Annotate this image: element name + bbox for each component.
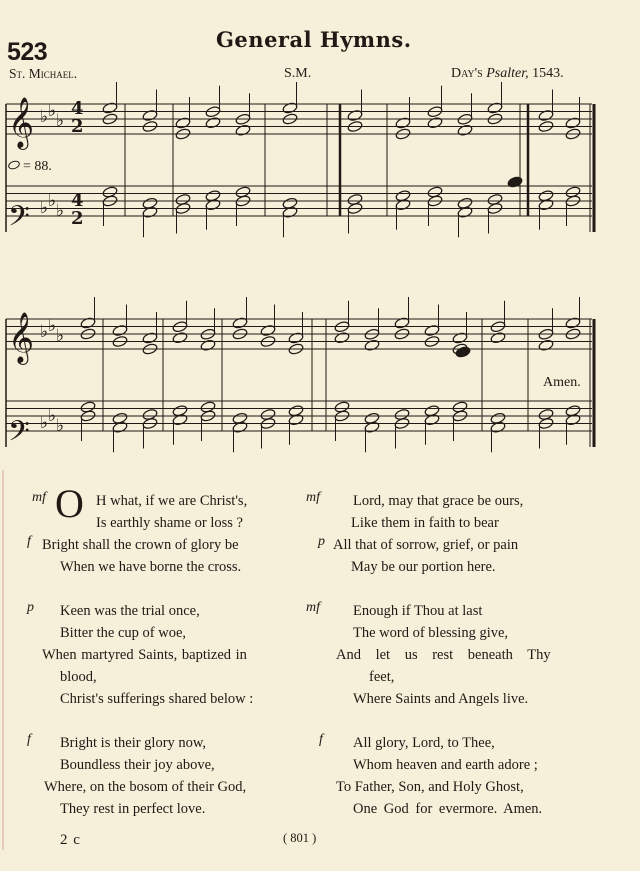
note-head xyxy=(334,331,350,344)
verse-2-right xyxy=(336,600,551,710)
flat-icon: ♭ xyxy=(56,326,65,346)
verse-line: Whom heaven and earth adore ; xyxy=(353,757,538,773)
note-head xyxy=(288,413,304,426)
verse-line: Is earthly shame or loss ? xyxy=(96,515,243,531)
verse-line: When martyred Saints, baptized in xyxy=(42,647,247,663)
half-note-icon xyxy=(7,159,21,171)
time-signature-bottom: 2 xyxy=(71,116,84,137)
note-head xyxy=(200,339,216,352)
note-head xyxy=(172,413,188,426)
verse-line: Bitter the cup of woe, xyxy=(60,625,187,641)
note-head xyxy=(205,198,221,211)
drop-cap: O xyxy=(55,481,84,526)
note-head xyxy=(364,421,380,434)
note-head xyxy=(364,339,380,352)
verse-line: They rest in perfect love. xyxy=(60,801,206,817)
verse-line: Boundless their joy above, xyxy=(60,757,215,773)
note-head xyxy=(424,413,440,426)
tune-name: St. Michael. xyxy=(9,66,78,81)
treble-clef-icon: 𝄞 xyxy=(8,97,35,148)
note-head xyxy=(142,206,158,219)
verse-line: Like them in faith to bear xyxy=(351,515,499,531)
flat-icon: ♭ xyxy=(48,316,57,336)
dynamic-mark: f xyxy=(319,732,323,747)
note-head xyxy=(395,198,411,211)
flat-icon: ♭ xyxy=(40,198,49,218)
note-heads xyxy=(80,102,581,434)
note-head xyxy=(457,206,473,219)
dynamic-mark: f xyxy=(27,732,31,747)
verse-line: All glory, Lord, to Thee, xyxy=(353,735,495,751)
note-head xyxy=(205,116,221,129)
amen-label: Amen. xyxy=(543,375,581,390)
verse-3-left xyxy=(44,732,246,820)
meter: S.M. xyxy=(284,66,312,81)
flat-icon: ♭ xyxy=(56,111,65,131)
dynamic-mark: mf xyxy=(306,600,320,615)
final-barlines xyxy=(6,104,594,447)
verse-2-left xyxy=(42,600,253,710)
flat-icon: ♭ xyxy=(40,107,49,127)
source-title: Psalter, xyxy=(486,66,529,81)
signature-mark: 2 c xyxy=(60,832,81,848)
dynamic-mark: mf xyxy=(32,490,46,505)
verse-3-right xyxy=(336,732,542,820)
verse-line: The word of blessing give, xyxy=(353,625,509,641)
verse-line: Where, on the bosom of their God, xyxy=(44,779,247,795)
verse-line: Keen was the trial once, xyxy=(60,603,200,619)
section-title: General Hymns. xyxy=(216,27,412,52)
note-head xyxy=(232,421,248,434)
dynamic-mark: p xyxy=(318,534,325,549)
verse-line: Bright is their glory now, xyxy=(60,735,207,751)
flat-icon: ♭ xyxy=(48,406,57,426)
verse-line: When we have borne the cross. xyxy=(60,559,242,575)
page-number: ( 801 ) xyxy=(283,831,317,845)
note-head xyxy=(455,346,471,359)
note-stems xyxy=(82,82,580,452)
note-head xyxy=(538,339,554,352)
note-head xyxy=(538,198,554,211)
bass-clef-icon: 𝄢 xyxy=(8,200,30,240)
note-head xyxy=(112,421,128,434)
verse-line: May be our portion here. xyxy=(351,559,496,575)
note-head xyxy=(282,206,298,219)
verse-line: Lord, may that grace be ours, xyxy=(353,493,524,509)
tempo-mark xyxy=(8,159,52,175)
verse-1-left-cont xyxy=(42,534,241,578)
flat-icon: ♭ xyxy=(40,322,49,342)
margin-rule xyxy=(2,470,4,850)
note-head xyxy=(457,124,473,137)
verse-line: One God for evermore. Amen. xyxy=(353,801,543,817)
verse-line: Christ's sufferings shared below : xyxy=(60,691,254,707)
flat-icon: ♭ xyxy=(56,201,65,221)
note-head xyxy=(490,331,506,344)
source-prefix: Day's xyxy=(451,66,483,81)
note-head xyxy=(427,116,443,129)
verse-line: All that of sorrow, grief, or pain xyxy=(333,537,519,553)
note-head xyxy=(235,124,251,137)
flat-icon: ♭ xyxy=(40,413,49,433)
staff-lines xyxy=(6,104,592,431)
verse-line: Bright shall the crown of glory be xyxy=(42,537,239,553)
treble-clef-icon: 𝄞 xyxy=(8,312,35,363)
verse-line: feet, xyxy=(369,669,395,685)
source-year: 1543. xyxy=(532,66,564,81)
verse-line: Enough if Thou at last xyxy=(353,603,483,619)
flat-icon: ♭ xyxy=(48,101,57,121)
time-signature-top: 4 xyxy=(71,98,84,119)
note-head xyxy=(565,413,581,426)
verse-line: To Father, Son, and Holy Ghost, xyxy=(336,779,524,795)
hymn-number: 523 xyxy=(7,38,48,66)
barlines xyxy=(103,104,528,431)
verse-1-right xyxy=(333,490,523,578)
dynamic-mark: p xyxy=(27,600,34,615)
time-signature-top: 4 xyxy=(71,190,84,211)
dynamic-mark: mf xyxy=(306,490,320,505)
tempo-value: = 88. xyxy=(23,159,52,174)
verse-line: H what, if we are Christ's, xyxy=(96,493,248,509)
verse-line: blood, xyxy=(60,669,97,685)
bass-clef-icon: 𝄢 xyxy=(8,415,30,455)
dynamic-mark: f xyxy=(27,534,31,549)
note-head xyxy=(490,421,506,434)
flat-icon: ♭ xyxy=(56,416,65,436)
verse-line: And let us rest beneath Thy xyxy=(336,647,551,663)
time-signature-bottom: 2 xyxy=(71,208,84,229)
note-head xyxy=(172,331,188,344)
flat-icon: ♭ xyxy=(48,191,57,211)
verse-1-left xyxy=(96,490,247,534)
verse-line: Where Saints and Angels live. xyxy=(353,691,529,707)
